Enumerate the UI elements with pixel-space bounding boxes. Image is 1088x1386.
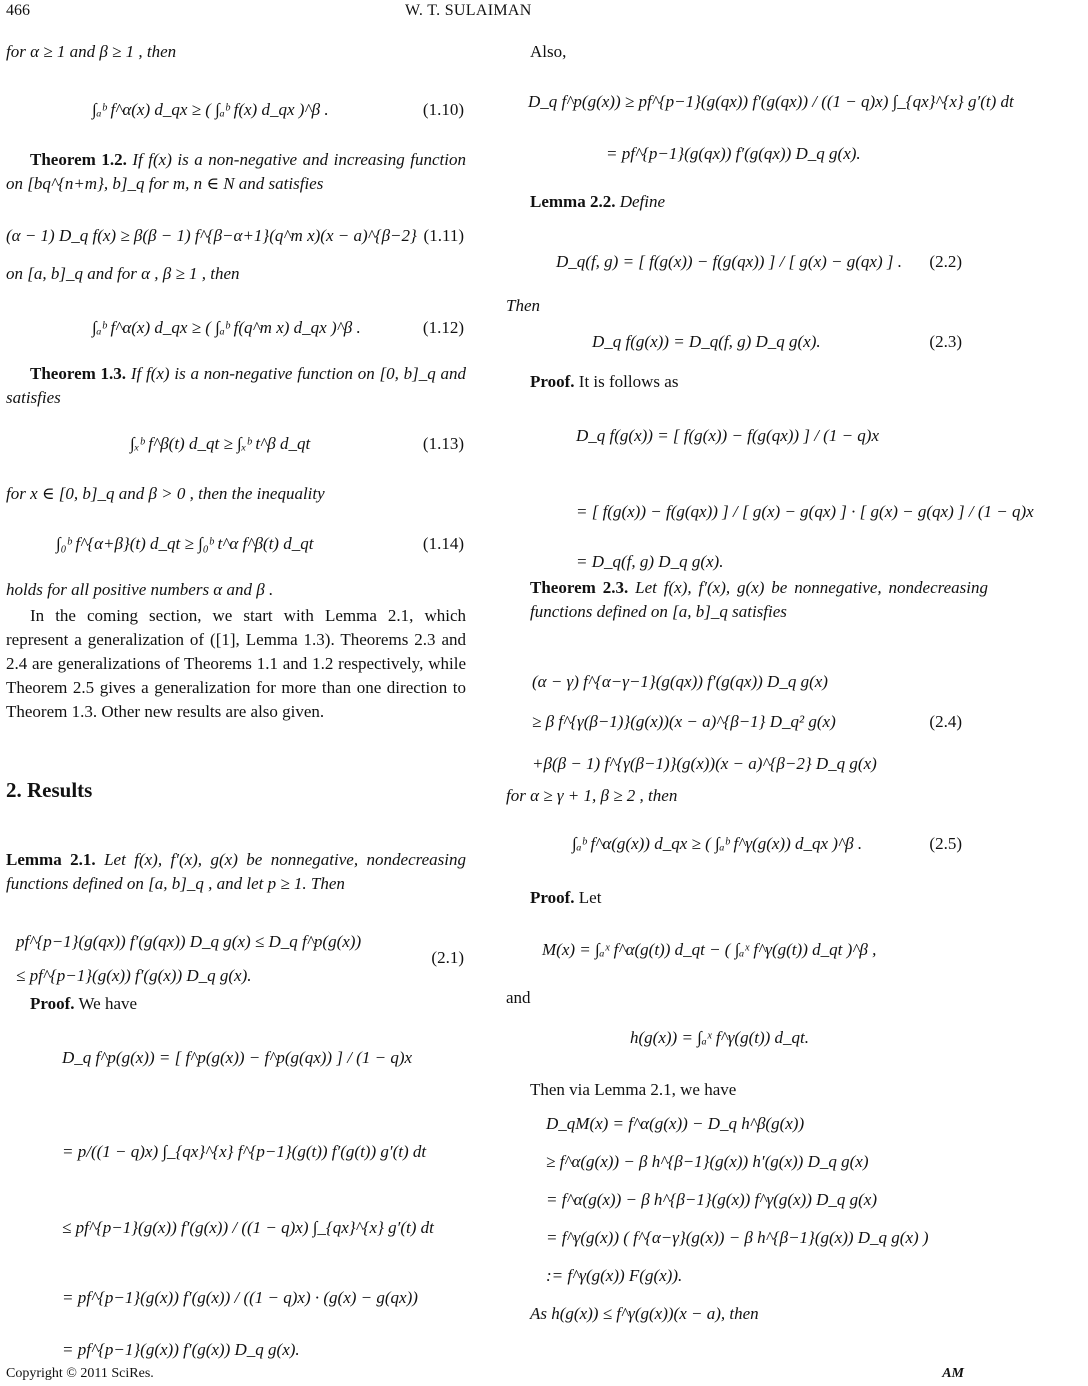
equation-2-5-body: ∫ₐᵇ f^α(g(x)) d_qx ≥ ( ∫ₐᵇ f^γ(g(x)) d_qx )^β .: [572, 834, 863, 853]
lemma-2-2-title: Lemma 2.2.: [530, 192, 616, 211]
derivation-line-3: = f^α(g(x)) − β h^{β−1}(g(x)) f^γ(g(x)) D_q g(x): [546, 1190, 877, 1209]
also-line-1: D_q f^p(g(x)) ≥ pf^{p−1}(g(qx)) f′(g(qx)) / ((1 − q)x) ∫_{qx}^{x} g′(t) dt: [528, 92, 1014, 111]
equation-2-2-body: D_q(f, g) = [ f(g(x)) − f(g(qx)) ] / [ g(x) − g(qx) ] .: [556, 252, 902, 271]
equation-1-13: [6, 418, 466, 462]
derivation-line-1: D_qM(x) = f^α(g(x)) − D_q h^β(g(x)): [546, 1114, 805, 1133]
theorem-1-2-text: If f(x) is a non-negative and increasing function on [bq^{n+m}, b]_q for m, n ∈ N and satisfies: [6, 150, 466, 193]
and-label: and: [506, 988, 531, 1007]
equation-2-3-body: D_q f(g(x)) = D_q(f, g) D_q g(x).: [592, 332, 821, 351]
copyright-notice: Copyright © 2011 SciRes.: [6, 1366, 154, 1381]
then-label: Then: [506, 296, 540, 315]
equation-1-10: [6, 90, 466, 130]
via-lemma-text: Then via Lemma 2.1, we have: [530, 1080, 737, 1099]
lemma-2-1-text: Let f(x), f′(x), g(x) be nonnegative, nondecreasing functions defined on [a, b]_q , and let p ≥ 1. Then: [6, 850, 466, 893]
theorem-1-3-condition: for x ∈ [0, b]_q and β > 0 , then the inequality: [6, 484, 325, 503]
proof-2-1-line-3: ≤ pf^{p−1}(g(x)) f′(g(x)) / ((1 − q)x) ∫_{qx}^{x} g′(t) dt: [62, 1218, 434, 1237]
equation-1-13-number: (1.13): [422, 434, 464, 453]
equation-2-3: [506, 326, 964, 356]
also-line-2: = pf^{p−1}(g(qx)) f′(g(qx)) D_q g(x).: [606, 144, 861, 163]
equation-2-3-number: (2.3): [929, 332, 962, 351]
equation-1-11: [6, 220, 466, 252]
proof-2-1-line-5: = pf^{p−1}(g(x)) f′(g(x)) D_q g(x).: [62, 1340, 300, 1359]
equation-1-14-body: ∫₀ᵇ f^{α+β}(t) d_qt ≥ ∫₀ᵇ t^α f^β(t) d_qt: [56, 534, 314, 553]
equation-1-13-body: ∫ₓᵇ f^β(t) d_qt ≥ ∫ₓᵇ t^β d_qt: [130, 434, 311, 453]
theorem-1-2-title: Theorem 1.2.: [30, 150, 127, 169]
theorem-1-2: [6, 148, 466, 196]
equation-2-4-line-3: +β(β − 1) f^{γ(β−1)}(g(x))(x − a)^{β−2} D_q g(x): [532, 754, 877, 773]
condition-1-10: for α ≥ 1 and β ≥ 1 , then: [6, 42, 177, 61]
proof-2-3: [506, 886, 988, 910]
equation-1-11-body: (α − 1) D_q f(x) ≥ β(β − 1) f^{β−α+1}(q^m x)(x − a)^{β−2}: [6, 226, 417, 245]
proof-2-3-title: Proof.: [530, 888, 575, 907]
intro-paragraph: In the coming section, we start with Lemma 2.1, which represent a generalization of ([1], Lemma 1.3). Theorems 2.3 and 2.4 are generalizations of Theorems 1.1 and 1.2 respectively, while Theorem 2.5 gives a generalization for more than one direction to Theorem 1.3. Other new results are also given.: [6, 606, 466, 721]
derivation-line-2: ≥ f^α(g(x)) − β h^{β−1}(g(x)) h′(g(x)) D_q g(x): [546, 1152, 869, 1171]
equation-2-2-number: (2.2): [929, 252, 962, 271]
proof-2-1-line-4: = pf^{p−1}(g(x)) f′(g(x)) / ((1 − q)x) · (g(x) − g(qx)): [62, 1288, 418, 1307]
also-label: Also,: [530, 42, 567, 61]
equation-2-5-number: (2.5): [929, 834, 962, 853]
equation-2-2: [506, 236, 964, 286]
theorem-1-3-title: Theorem 1.3.: [30, 364, 127, 383]
proof-2-1: [6, 992, 490, 1016]
theorem-1-3-closing: holds for all positive numbers α and β .: [6, 580, 274, 599]
theorem-1-3: [6, 362, 466, 410]
theorem-2-3-condition: for α ≥ γ + 1, β ≥ 2 , then: [506, 786, 678, 805]
proof-2-1-line-1: D_q f^p(g(x)) = [ f^p(g(x)) − f^p(g(qx)) ] / (1 − q)x: [62, 1048, 413, 1067]
proof-2-1-line-2: = p/((1 − q)x) ∫_{qx}^{x} f^{p−1}(g(t)) f′(g(t)) g′(t) dt: [62, 1142, 427, 1161]
equation-2-5: [506, 818, 964, 862]
running-head: W. T. SULAIMAN: [405, 2, 532, 19]
theorem-2-3-text: Let f(x), f′(x), g(x) be nonnegative, nondecreasing functions defined on [a, b]_q satisfies: [530, 578, 988, 621]
proof-2-2-text: It is follows as: [578, 372, 679, 391]
equation-2-4-number: (2.4): [929, 712, 962, 731]
page-number: 466: [6, 2, 30, 19]
equation-1-12-body: ∫ₐᵇ f^α(x) d_qx ≥ ( ∫ₐᵇ f(q^m x) d_qx )^β .: [92, 318, 361, 337]
equation-2-1-line-2: ≤ pf^{p−1}(g(x)) f′(g(x)) D_q g(x).: [16, 966, 252, 985]
lemma-2-2: [506, 190, 988, 214]
equation-1-11-number: (1.11): [423, 226, 464, 245]
definition-h: h(g(x)) = ∫ₐˣ f^γ(g(t)) d_qt.: [630, 1028, 810, 1047]
equation-2-1: [6, 924, 466, 1000]
equation-2-4-line-2: ≥ β f^{γ(β−1)}(g(x))(x − a)^{β−1} D_q² g(x): [532, 712, 836, 731]
proof-2-2-title: Proof.: [530, 372, 575, 391]
proof-2-2: [506, 370, 988, 394]
proof-2-1-text: We have: [78, 994, 138, 1013]
page-header: [0, 0, 970, 24]
theorem-1-3-text: If f(x) is a non-negative function on [0, b]_q and satisfies: [6, 364, 467, 407]
section-heading: 2. Results: [6, 778, 93, 802]
theorem-2-3-title: Theorem 2.3.: [530, 578, 629, 597]
theorem-2-3: [506, 576, 988, 624]
equation-1-14: [6, 518, 466, 562]
lemma-2-1: [6, 848, 466, 896]
equation-2-4-line-1: (α − γ) f^{α−γ−1}(g(qx)) f′(g(qx)) D_q g(x): [532, 672, 828, 691]
equation-2-1-number: (2.1): [431, 948, 464, 967]
proof-2-2-line-2: = [ f(g(x)) − f(g(qx)) ] / [ g(x) − g(qx) ] · [ g(x) − g(qx) ] / (1 − q)x: [576, 502, 1034, 521]
derivation-line-5: := f^γ(g(x)) F(g(x)).: [546, 1266, 683, 1285]
equation-1-10-number: (1.10): [422, 100, 464, 119]
equation-1-14-number: (1.14): [422, 534, 464, 553]
lemma-2-1-title: Lemma 2.1.: [6, 850, 96, 869]
equation-1-12-number: (1.12): [422, 318, 464, 337]
equation-1-12: [6, 302, 466, 346]
lemma-2-2-text: Define: [619, 192, 666, 211]
theorem-1-2-condition: on [a, b]_q and for α , β ≥ 1 , then: [6, 264, 240, 283]
equation-1-10-body: ∫ₐᵇ f^α(x) d_qx ≥ ( ∫ₐᵇ f(x) d_qx )^β .: [92, 100, 329, 119]
proof-2-3-text: Let: [578, 888, 602, 907]
journal-abbreviation: AM: [942, 1366, 964, 1381]
derivation-line-4: = f^γ(g(x)) ( f^{α−γ}(g(x)) − β h^{β−1}(g(x)) D_q g(x) ): [546, 1228, 929, 1247]
proof-2-2-line-3: = D_q(f, g) D_q g(x).: [576, 552, 724, 571]
proof-2-1-title: Proof.: [30, 994, 75, 1013]
as-line: As h(g(x)) ≤ f^γ(g(x))(x − a), then: [530, 1304, 759, 1323]
definition-M: M(x) = ∫ₐˣ f^α(g(t)) d_qt − ( ∫ₐˣ f^γ(g(t)) d_qt )^β ,: [542, 940, 877, 959]
equation-2-1-line-1: pf^{p−1}(g(qx)) f′(g(qx)) D_q g(x) ≤ D_q f^p(g(x)): [16, 932, 362, 951]
proof-2-2-line-1: D_q f(g(x)) = [ f(g(x)) − f(g(qx)) ] / (1 − q)x: [576, 426, 880, 445]
